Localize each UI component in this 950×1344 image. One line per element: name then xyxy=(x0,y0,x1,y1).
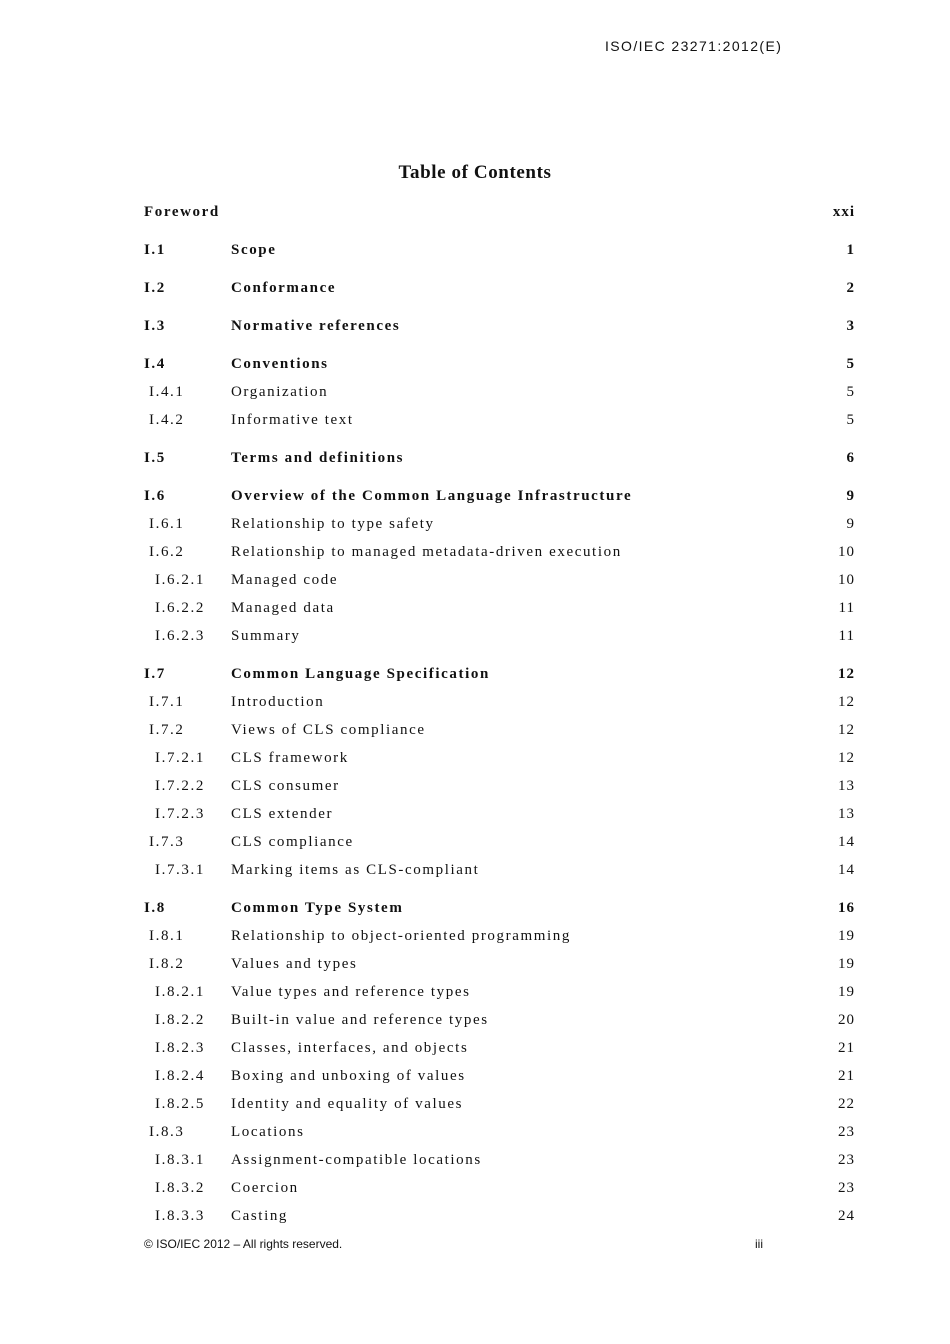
toc-entry-page: 5 xyxy=(846,384,855,400)
toc-entry-number: I.8.2 xyxy=(149,956,185,972)
toc-entry-number: I.8.3.1 xyxy=(155,1152,205,1168)
toc-entry[interactable] xyxy=(144,312,855,340)
table-of-contents xyxy=(144,198,855,1230)
toc-entry[interactable] xyxy=(144,444,855,472)
toc-entry-number: I.6.2 xyxy=(149,544,185,560)
toc-entry[interactable] xyxy=(144,1202,855,1230)
toc-entry[interactable] xyxy=(144,856,855,884)
toc-entry-title[interactable]: Managed data xyxy=(231,600,335,616)
toc-entry-title[interactable]: Organization xyxy=(231,384,329,400)
toc-entry-page: 5 xyxy=(846,356,855,372)
toc-entry-number: I.6.2.3 xyxy=(155,628,205,644)
toc-entry-number: I.8.3.3 xyxy=(155,1208,205,1224)
toc-entry-title[interactable]: Boxing and unboxing of values xyxy=(231,1068,466,1084)
toc-entry[interactable] xyxy=(144,236,855,264)
toc-entry-page: 1 xyxy=(846,242,855,258)
toc-entry-number: I.4.2 xyxy=(149,412,185,428)
toc-entry-page: 11 xyxy=(838,628,855,644)
toc-entry[interactable] xyxy=(144,894,855,922)
toc-entry-page: 10 xyxy=(838,572,855,588)
toc-entry-page: 9 xyxy=(846,488,855,504)
toc-entry-title[interactable]: Built-in value and reference types xyxy=(231,1012,489,1028)
toc-entry-title[interactable]: Coercion xyxy=(231,1180,299,1196)
toc-entry-number: I.7.1 xyxy=(149,694,185,710)
toc-entry-number: I.3 xyxy=(144,318,166,334)
toc-entry[interactable] xyxy=(144,1146,855,1174)
toc-entry[interactable] xyxy=(144,828,855,856)
toc-entry[interactable] xyxy=(144,482,855,510)
toc-entry[interactable] xyxy=(144,622,855,650)
toc-entry-title[interactable]: Normative references xyxy=(231,318,401,334)
toc-entry-title[interactable]: Classes, interfaces, and objects xyxy=(231,1040,469,1056)
toc-entry-page: 23 xyxy=(838,1124,855,1140)
toc-entry-number: I.8.3 xyxy=(149,1124,185,1140)
toc-entry-title[interactable]: Terms and definitions xyxy=(231,450,405,466)
toc-entry[interactable] xyxy=(144,566,855,594)
toc-entry[interactable] xyxy=(144,688,855,716)
toc-entry-page: 14 xyxy=(838,834,855,850)
toc-entry[interactable] xyxy=(144,274,855,302)
toc-entry-page: 13 xyxy=(838,778,855,794)
toc-entry-title[interactable]: Conformance xyxy=(231,280,337,296)
toc-entry-title[interactable]: Value types and reference types xyxy=(231,984,471,1000)
toc-entry[interactable] xyxy=(144,772,855,800)
toc-entry[interactable] xyxy=(144,660,855,688)
toc-entry-page: 9 xyxy=(846,516,855,532)
toc-entry[interactable] xyxy=(144,716,855,744)
toc-entry-title[interactable]: Informative text xyxy=(231,412,354,428)
toc-entry[interactable] xyxy=(144,1118,855,1146)
toc-entry-page: 12 xyxy=(838,666,855,682)
footer-copyright: © ISO/IEC 2012 – All rights reserved. xyxy=(144,1237,343,1251)
toc-entry-page: 10 xyxy=(838,544,855,560)
toc-entry-number: I.2 xyxy=(144,280,166,296)
toc-entry-number: I.8.2.2 xyxy=(155,1012,205,1028)
toc-entry-title[interactable]: Casting xyxy=(231,1208,289,1224)
toc-entry-title[interactable]: Conventions xyxy=(231,356,329,372)
toc-entry-page: 12 xyxy=(838,722,855,738)
toc-entry-number: I.6.2.2 xyxy=(155,600,205,616)
toc-entry-page: 19 xyxy=(838,984,855,1000)
toc-entry[interactable] xyxy=(144,1174,855,1202)
toc-entry-number: I.6.1 xyxy=(149,516,185,532)
toc-entry-page: 12 xyxy=(838,750,855,766)
toc-entry-page: 11 xyxy=(838,600,855,616)
toc-entry[interactable] xyxy=(144,922,855,950)
toc-entry-page: 21 xyxy=(838,1040,855,1056)
toc-entry-title[interactable]: CLS framework xyxy=(231,750,349,766)
toc-entry[interactable] xyxy=(144,1090,855,1118)
toc-entry-title[interactable]: Summary xyxy=(231,628,301,644)
toc-entry-number: I.8.1 xyxy=(149,928,185,944)
toc-entry-title[interactable]: Common Language Specification xyxy=(231,666,490,682)
toc-entry-page: 21 xyxy=(838,1068,855,1084)
toc-entry-number: I.5 xyxy=(144,450,166,466)
toc-entry-page: 23 xyxy=(838,1180,855,1196)
toc-entry-page: 2 xyxy=(846,280,855,296)
toc-entry-number: I.8 xyxy=(144,900,166,916)
toc-entry-title[interactable]: CLS extender xyxy=(231,806,334,822)
toc-entry[interactable] xyxy=(144,800,855,828)
toc-entry-page: 19 xyxy=(838,928,855,944)
toc-entry[interactable] xyxy=(144,950,855,978)
toc-entry[interactable] xyxy=(144,378,855,406)
toc-entry-number: I.8.2.4 xyxy=(155,1068,205,1084)
toc-entry-number: I.8.3.2 xyxy=(155,1180,205,1196)
toc-entry-title[interactable]: CLS compliance xyxy=(231,834,354,850)
toc-entry-number: I.6 xyxy=(144,488,166,504)
toc-entry-title[interactable]: Assignment-compatible locations xyxy=(231,1152,482,1168)
toc-entry[interactable] xyxy=(144,1062,855,1090)
document-standard-id: ISO/IEC 23271:2012(E) xyxy=(605,38,783,54)
toc-entry-title[interactable]: Common Type System xyxy=(231,900,404,916)
toc-entry[interactable] xyxy=(144,978,855,1006)
toc-entry[interactable] xyxy=(144,510,855,538)
toc-entry-page: 3 xyxy=(846,318,855,334)
toc-entry[interactable] xyxy=(144,538,855,566)
toc-entry-number: I.7.3.1 xyxy=(155,862,205,878)
toc-entry-title[interactable]: Identity and equality of values xyxy=(231,1096,464,1112)
toc-entry-number: I.8.2.1 xyxy=(155,984,205,1000)
toc-entry-page: 6 xyxy=(846,450,855,466)
footer-page-number: iii xyxy=(755,1237,763,1251)
toc-entry-title[interactable]: Introduction xyxy=(231,694,325,710)
toc-entry-page: 19 xyxy=(838,956,855,972)
toc-entry-number: I.7.2.1 xyxy=(155,750,205,766)
toc-entry-title[interactable]: CLS consumer xyxy=(231,778,340,794)
toc-entry-page: 23 xyxy=(838,1152,855,1168)
toc-entry-title[interactable]: Scope xyxy=(231,242,277,258)
toc-entry[interactable] xyxy=(144,744,855,772)
toc-entry[interactable] xyxy=(144,198,855,226)
toc-entry-number: I.7 xyxy=(144,666,166,682)
toc-title: Table of Contents xyxy=(398,162,552,183)
toc-entry-page: 12 xyxy=(838,694,855,710)
toc-entry-title[interactable]: Values and types xyxy=(231,956,358,972)
toc-entry-page: 13 xyxy=(838,806,855,822)
toc-entry-title[interactable]: Foreword xyxy=(144,204,220,220)
toc-entry-title[interactable]: Locations xyxy=(231,1124,305,1140)
toc-entry[interactable] xyxy=(144,1034,855,1062)
toc-entry-number: I.8.2.3 xyxy=(155,1040,205,1056)
toc-entry-page: 22 xyxy=(838,1096,855,1112)
toc-entry[interactable] xyxy=(144,350,855,378)
toc-entry-number: I.7.2 xyxy=(149,722,185,738)
toc-entry-page: 20 xyxy=(838,1012,855,1028)
toc-entry-number: I.7.2.3 xyxy=(155,806,205,822)
toc-entry-page: xxi xyxy=(832,204,855,220)
toc-entry-page: 14 xyxy=(838,862,855,878)
toc-entry[interactable] xyxy=(144,406,855,434)
toc-entry-title[interactable]: Relationship to type safety xyxy=(231,516,435,532)
toc-entry-number: I.1 xyxy=(144,242,166,258)
toc-entry-page: 5 xyxy=(846,412,855,428)
toc-entry-number: I.7.3 xyxy=(149,834,185,850)
toc-entry-title[interactable]: Marking items as CLS-compliant xyxy=(231,862,480,878)
toc-entry-title[interactable]: Relationship to managed metadata-driven execution xyxy=(231,544,622,560)
toc-entry[interactable] xyxy=(144,594,855,622)
toc-entry-number: I.4 xyxy=(144,356,166,372)
toc-entry-number: I.4.1 xyxy=(149,384,185,400)
toc-entry-number: I.8.2.5 xyxy=(155,1096,205,1112)
toc-entry-number: I.7.2.2 xyxy=(155,778,205,794)
toc-entry-title[interactable]: Relationship to object-oriented programming xyxy=(231,928,571,944)
toc-entry-title[interactable]: Views of CLS compliance xyxy=(231,722,426,738)
toc-entry-page: 16 xyxy=(838,900,855,916)
toc-entry-page: 24 xyxy=(838,1208,855,1224)
toc-entry-title[interactable]: Overview of the Common Language Infrastructure xyxy=(231,488,633,504)
toc-entry-title[interactable]: Managed code xyxy=(231,572,339,588)
toc-entry[interactable] xyxy=(144,1006,855,1034)
toc-entry-number: I.6.2.1 xyxy=(155,572,205,588)
